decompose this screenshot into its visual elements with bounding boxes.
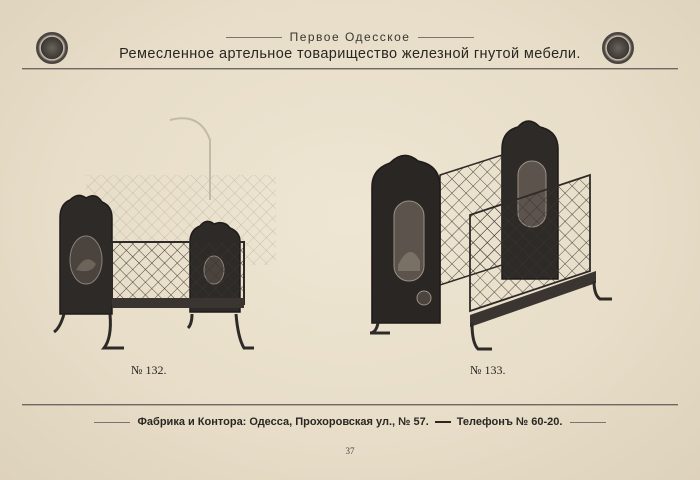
item-number-132: № 132. <box>131 363 167 377</box>
page-title: Ремесленное артельное товарищество железной гнутой мебели. <box>119 46 581 62</box>
divider <box>226 37 282 38</box>
divider <box>94 422 130 423</box>
phone-number: Телефонъ № 60-20. <box>456 416 563 428</box>
divider <box>418 37 474 38</box>
crib-132-illustration <box>50 110 300 360</box>
dash-separator <box>435 421 451 423</box>
page-number: 37 <box>345 446 355 456</box>
footer-line <box>0 416 700 428</box>
header-subtitle-row <box>0 30 700 44</box>
divider <box>570 422 606 423</box>
header-divider <box>22 68 678 70</box>
footer-divider <box>22 404 678 406</box>
item-number-133: № 133. <box>470 363 506 377</box>
factory-address: Фабрика и Контора: Одесса, Прохоровская ул., № 57. <box>137 416 429 428</box>
header-subtitle: Первое Одесское <box>289 30 411 44</box>
crib-133-illustration <box>360 115 625 365</box>
